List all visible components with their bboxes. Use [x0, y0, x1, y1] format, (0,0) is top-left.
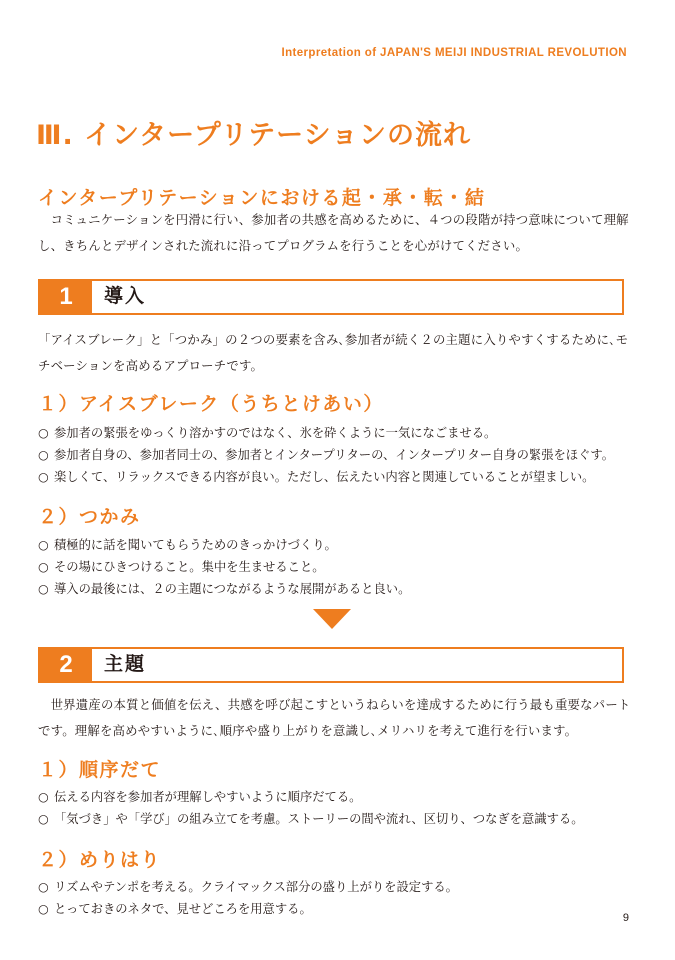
chapter-title: Ⅲ. インタープリテーションの流れ: [36, 120, 472, 151]
bullet-circle-icon: ○: [38, 790, 49, 804]
running-header: Interpretation of JAPAN'S MEIJI INDUSTRIAL REVOLUTION: [281, 47, 627, 59]
stage-2-sub-2-list: [38, 876, 458, 920]
list-item: ○ 参加者の緊張をゆっくり溶かすのではなく、氷を砕くように一気になごませる。: [38, 422, 614, 444]
stage-1-sub-1-list: [38, 422, 614, 488]
list-item: ○ 積極的に話を聞いてもらうためのきっかけづくり。: [38, 534, 410, 556]
stage-2-number: 2: [40, 649, 92, 681]
list-item: ○ その場にひきつけること。集中を生ませること。: [38, 556, 410, 578]
stage-2-intro: 世界遺産の本質と価値を伝え、共感を呼び起こすというねらいを達成するために行う最も重要なパートです。理解を高めやすいように､順序や盛り上がりを意識し､メリハリを考えて進行を行います。: [38, 697, 631, 738]
stage-2-sub-1-heading: １）順序だて: [38, 759, 162, 781]
stage-1-intro: 「アイスブレーク」と「つかみ」の２つの要素を含み､参加者が続く２の主題に入りやすくするために､モチベーションを高めるアプローチです。: [38, 332, 629, 373]
list-item: ○ とっておきのネタで、見せどころを用意する。: [38, 898, 458, 920]
list-item: ○ 参加者自身の、参加者同士の、参加者とインタープリターの、インタープリター自身の緊張をほぐす。: [38, 444, 614, 466]
list-item: ○ リズムやテンポを考える。クライマックス部分の盛り上がりを設定する。: [38, 876, 458, 898]
bullet-circle-icon: ○: [38, 426, 49, 440]
bullet-circle-icon: ○: [38, 880, 49, 894]
stage-2-sub-2-heading: ２）めりはり: [38, 849, 162, 871]
list-item: ○ 楽しくて、リラックスできる内容が良い。ただし、伝えたい内容と関連していることが望ましい。: [38, 466, 614, 488]
stage-2-sub-1-list: [38, 786, 584, 830]
stage-1-sub-2-heading: ２）つかみ: [38, 506, 141, 528]
bullet-circle-icon: ○: [38, 902, 49, 916]
list-item: ○ 「気づき」や「学び」の組み立てを考慮。ストーリーの間や流れ、区切り、つなぎを意識する。: [38, 808, 584, 830]
bullet-circle-icon: ○: [38, 560, 49, 574]
stage-2-label: 主題: [104, 653, 147, 675]
stage-1-banner: [38, 279, 624, 315]
bullet-circle-icon: ○: [38, 812, 49, 826]
stage-1-sub-2-list: [38, 534, 410, 600]
bullet-circle-icon: ○: [38, 538, 49, 552]
section-heading: インタープリテーションにおける起・承・転・結: [38, 187, 486, 209]
page-number: 9: [622, 912, 629, 924]
bullet-circle-icon: ○: [38, 582, 49, 596]
stage-1-number: 1: [40, 281, 92, 313]
list-item: ○ 導入の最後には、２の主題につながるような展開があると良い。: [38, 578, 410, 600]
section-intro: コミュニケーションを円滑に行い、参加者の共感を高めるために、４つの段階が持つ意味について理解し、きちんとデザインされた流れに沿ってプログラムを行うことを心がけてください。: [38, 212, 629, 253]
bullet-circle-icon: ○: [38, 470, 49, 484]
list-item: ○ 伝える内容を参加者が理解しやすいように順序だてる。: [38, 786, 584, 808]
stage-1-label: 導入: [104, 285, 147, 307]
stage-1-sub-1-heading: １）アイスブレーク（うちとけあい）: [38, 393, 384, 415]
stage-2-banner: [38, 647, 624, 683]
down-arrow-icon: [313, 609, 351, 629]
bullet-circle-icon: ○: [38, 448, 49, 462]
